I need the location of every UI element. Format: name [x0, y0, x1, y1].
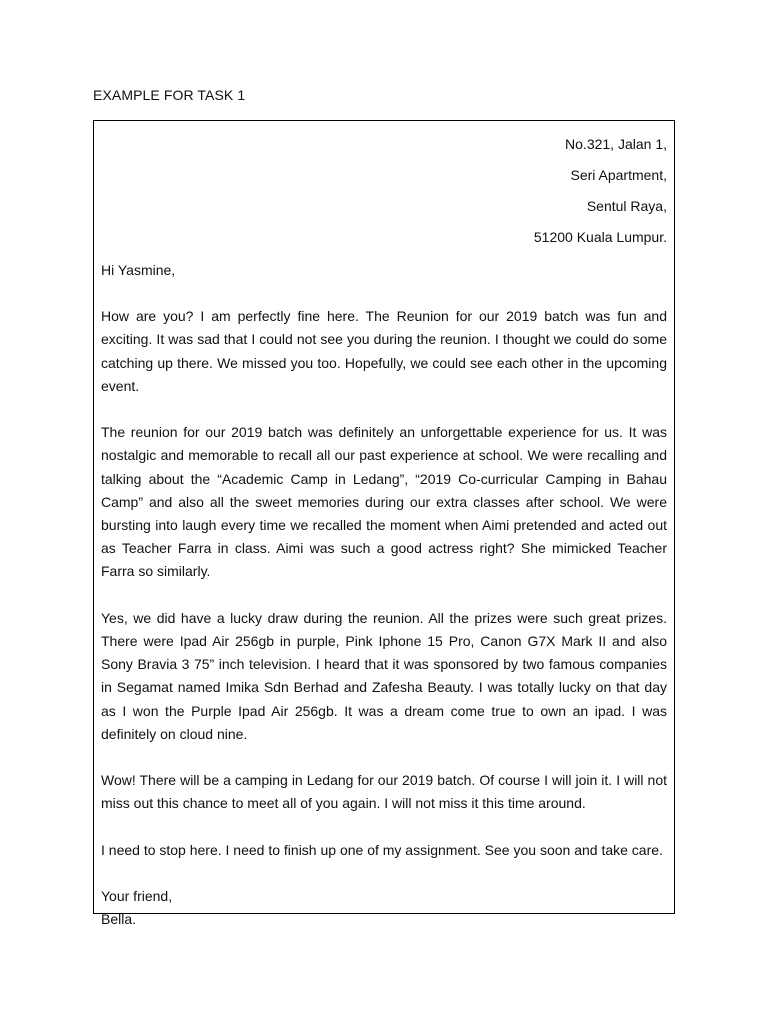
- letter-paragraph: Wow! There will be a camping in Ledang for our 2019 batch. Of course I will join it. I will not miss out this chance to meet all of you again. I will not miss it this time around.: [101, 772, 667, 812]
- sender-address: [101, 133, 667, 257]
- address-line: No.321, Jalan 1,: [565, 136, 667, 152]
- greeting: Hi Yasmine,: [101, 262, 176, 278]
- address-line: Seri Apartment,: [570, 167, 667, 183]
- valediction: Your friend,: [101, 888, 173, 905]
- letter-paragraph: The reunion for our 2019 batch was definitely an unforgettable experience for us. It was nostalgic and memorable to recall all our past experience at school. We were recalling and talking about the “Academic Camp in Ledang”, “2019 Co-curricular Camping in Bahau Camp” and also all the sweet memories during our extra classes after school. We were bursting into laugh every time we recalled the moment when Aimi pretended and acted out as Teacher Farra in class. Aimi was such a good actress right? She mimicked Teacher Farra so similarly.: [101, 424, 667, 580]
- task-heading: EXAMPLE FOR TASK 1: [93, 87, 246, 103]
- address-line: 51200 Kuala Lumpur.: [533, 229, 667, 245]
- letter-box: [93, 120, 675, 928]
- letter-closing: [101, 885, 667, 931]
- letter-paragraph: How are you? I am perfectly fine here. The Reunion for our 2019 batch was fun and exciting. It was sad that I could not see you during the reunion. I thought we could do some catching up there. We missed you too. Hopefully, we could see each other in the upcoming event.: [101, 308, 667, 394]
- letter-paragraph: I need to stop here. I need to finish up one of my assignment. See you soon and take care.: [101, 841, 663, 858]
- address-line: Sentul Raya,: [586, 198, 667, 214]
- signature: Bella.: [101, 911, 137, 928]
- letter-paragraph: Yes, we did have a lucky draw during the reunion. All the prizes were such great prizes. There were Ipad Air 256gb in purple, Pink Iphone 15 Pro, Canon G7X Mark II and also Sony Bravia 3 75” inch television. I heard that it was sponsored by two famous companies in Segamat named Imika Sdn Berhad and Zafesha Beauty. I was totally lucky on that day as I won the Purple Ipad Air 256gb. It was a dream come true to own an ipad. I was definitely on cloud nine.: [101, 609, 667, 742]
